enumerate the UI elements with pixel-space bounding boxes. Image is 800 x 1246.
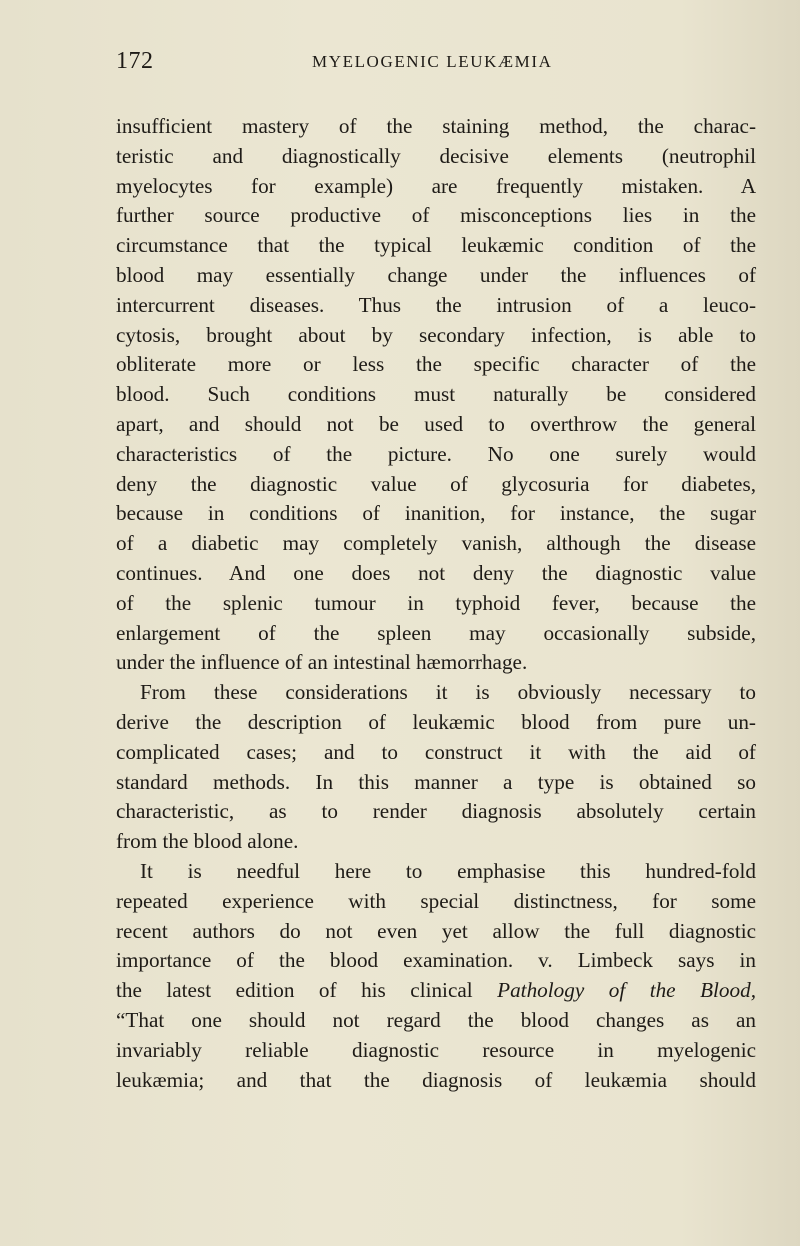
page-header	[116, 48, 756, 82]
text-line: blood may essentially change under the influences of	[116, 262, 756, 287]
text-line: of a diabetic may completely vanish, although the disease	[116, 531, 756, 556]
text-line: cytosis, brought about by secondary infection, is able to	[116, 322, 756, 347]
text-line: importance of the blood examination. v. Limbeck says in	[116, 948, 756, 973]
text-line: recent authors do not even yet allow the full diagnostic	[116, 918, 756, 943]
paragraph-start-line: From these considerations it is obviously necessary to	[140, 680, 756, 705]
text-line: characteristic, as to render diagnosis absolutely certain	[116, 799, 756, 824]
text-line: “That one should not regard the blood changes as an	[116, 1007, 756, 1032]
book-title: Pathology of the Blood,	[497, 978, 756, 1003]
text-line: invariably reliable diagnostic resource in myelogenic	[116, 1037, 756, 1062]
text-line: under the influence of an intestinal hæmorrhage.	[116, 650, 528, 675]
line-text: the latest edition of his clinical	[116, 978, 498, 1003]
text-line: obliterate more or less the specific character of the	[116, 352, 756, 377]
text-line: of the splenic tumour in typhoid fever, because the	[116, 590, 756, 615]
text-line: derive the description of leukæmic blood from pure un-	[116, 709, 756, 734]
text-line: characteristics of the picture. No one surely would	[116, 441, 756, 466]
text-line: myelocytes for example) are frequently mistaken. A	[116, 173, 756, 198]
text-line-with-title	[116, 976, 756, 1006]
page-number: 172	[116, 48, 154, 74]
text-line: intercurrent diseases. Thus the intrusion of a leuco-	[116, 292, 756, 317]
text-line: blood. Such conditions must naturally be considered	[116, 382, 756, 407]
text-line: continues. And one does not deny the diagnostic value	[116, 560, 756, 585]
text-line: teristic and diagnostically decisive elements (neutrophil	[116, 143, 756, 168]
text-line: complicated cases; and to construct it with the aid of	[116, 739, 756, 764]
text-line: leukæmia; and that the diagnosis of leukæmia should	[116, 1067, 756, 1092]
text-line: circumstance that the typical leukæmic condition of the	[116, 233, 756, 258]
text-line: from the blood alone.	[116, 829, 299, 854]
text-line: insufficient mastery of the staining method, the charac-	[116, 114, 756, 138]
text-line: standard methods. In this manner a type is obtained so	[116, 769, 756, 794]
text-line: apart, and should not be used to overthrow the general	[116, 411, 756, 436]
text-line: further source productive of misconceptions lies in the	[116, 203, 756, 228]
body-text	[116, 112, 756, 1095]
text-line: enlargement of the spleen may occasionally subside,	[116, 620, 756, 645]
text-line: repeated experience with special distinctness, for some	[116, 888, 756, 913]
text-line: deny the diagnostic value of glycosuria for diabetes,	[116, 471, 756, 496]
running-head: MYELOGENIC LEUKÆMIA	[312, 52, 553, 71]
text-line: because in conditions of inanition, for instance, the sugar	[116, 501, 756, 526]
paragraph-start-line: It is needful here to emphasise this hundred-fold	[140, 858, 756, 883]
